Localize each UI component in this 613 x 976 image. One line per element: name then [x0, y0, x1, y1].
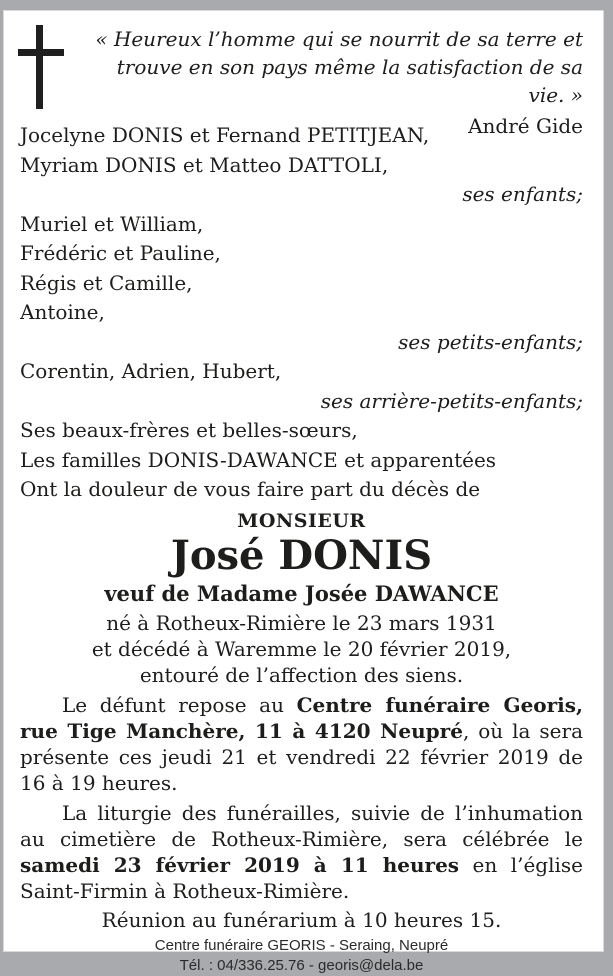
surrounded-line: entouré de l’affection des siens.	[139, 662, 464, 687]
funeral-paragraph	[20, 800, 583, 904]
funeral-text: La liturgie des funérailles, suivie de l’inhumation au cimetière de Rotheux-Rimière, sera célébrée le	[20, 800, 583, 851]
relationship-label: ses petits-enfants;	[398, 329, 583, 354]
relative-line: Myriam DONIS et Matteo DATTOLI,	[20, 152, 389, 177]
announcement-line: Ont la douleur de vous faire part du décès de	[20, 477, 481, 501]
reunion-line: Réunion au funérarium à 10 heures 15.	[101, 907, 502, 932]
latin-cross-icon	[18, 23, 82, 115]
deceased-relation: veuf de Madame Josée DAWANCE	[104, 580, 499, 606]
relative-line: Frédéric et Pauline,	[20, 241, 221, 265]
relatives-list	[20, 121, 583, 505]
visitation-paragraph	[20, 692, 583, 796]
deceased-name: José DONIS	[170, 531, 433, 579]
quote-author: André Gide	[468, 114, 583, 138]
relative-line: Régis et Camille,	[20, 270, 193, 295]
relative-line: Muriel et William,	[20, 211, 204, 236]
relative-line: Jocelyne DONIS et Fernand PETITJEAN,	[20, 123, 430, 147]
relative-line: Antoine,	[20, 300, 105, 324]
funeral-home-credit	[20, 936, 583, 976]
death-notice-card	[3, 10, 604, 974]
funeral-home-address: Centre funéraire Georis, rue Tige Manchère, 11 à 4120 Neupré	[20, 692, 583, 743]
quote-line-1: « Heureux l’homme qui se nourrit de sa terre et	[95, 27, 583, 51]
birth-death-info	[20, 610, 583, 688]
funeral-date: samedi 23 février 2019 à 11 heures	[20, 852, 460, 877]
relationship-label: ses arrière-petits-enfants;	[320, 388, 583, 413]
credit-contact-line: Tél. : 04/336.25.76 - georis@dela.be	[179, 956, 424, 974]
quote-line-2: trouve en son pays même la satisfaction de sa vie. »	[116, 55, 583, 107]
relationship-label: ses enfants;	[462, 182, 583, 206]
visitation-text: Le défunt repose au	[62, 692, 297, 717]
birth-line: né à Rotheux-Rimière le 23 mars 1931	[106, 610, 497, 635]
deceased-title: MONSIEUR	[237, 509, 366, 532]
funeral-church: en l’église Saint-Firmin à Rotheux-Rimière.	[20, 852, 583, 903]
relative-line: Ses beaux-frères et belles-sœurs,	[20, 418, 358, 442]
death-line: et décédé à Waremme le 20 février 2019,	[91, 636, 512, 661]
credit-name-line: Centre funéraire GEORIS - Seraing, Neupré	[154, 936, 449, 954]
relative-line: Corentin, Adrien, Hubert,	[20, 359, 282, 383]
relative-line: Les familles DONIS-DAWANCE et apparentées	[20, 447, 497, 472]
visitation-hours: , où la sera présente ces jeudi 21 et vendredi 22 février 2019 de 16 à 19 heures.	[20, 718, 583, 795]
